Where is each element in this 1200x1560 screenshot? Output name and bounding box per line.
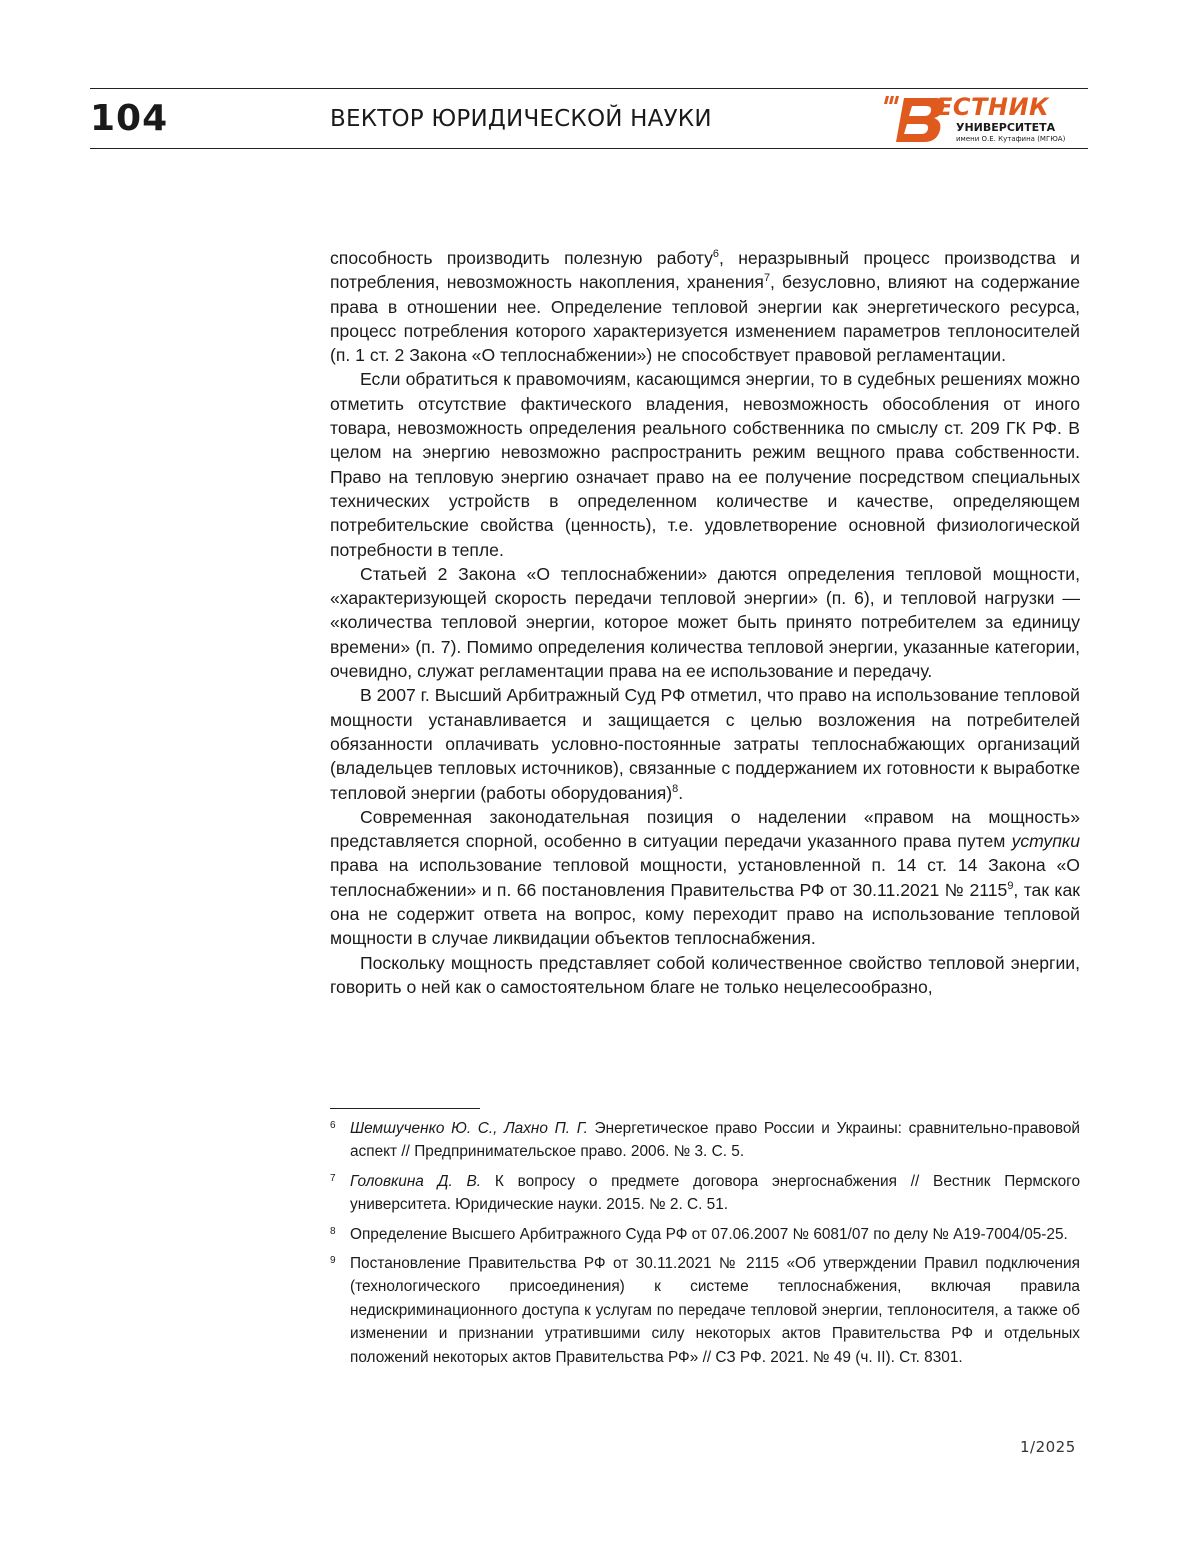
paragraph-3: Статьей 2 Закона «О теплоснабжении» даются определения тепловой мощ­ности, «характеризующей скорость передачи тепловой энергии» (п. 6), и тепловой нагрузки — «количества тепловой энергии, которое может быть принято потре­бителем за единицу времени» (п. 7). Помимо определения количества тепловой энергии, указанные категории, очевидно, служат регламентации права на ее использование и передачу. bbox=[330, 562, 1080, 683]
emphasis-ustupki: уступки bbox=[1012, 831, 1080, 851]
paragraph-4: В 2007 г. Высший Арбитражный Суд РФ отметил, что право на использование тепловой мощности устанавливается и защищается с целью возложения на потре­бителей обязанности оплачивать условно-постоянные затраты теплоснабжающих организаций (владельцев тепловых источников), связанные с поддержанием их готовности к выработке тепловой энергии (работы оборудования)8. bbox=[330, 683, 1080, 804]
footnote-8: 8 Определение Высшего Арбитражного Суда РФ от 07.06.2007 № 6081/07 по делу № А19-7004/05-25. bbox=[330, 1223, 1080, 1246]
footnote-ref-9: 9 bbox=[1007, 880, 1013, 892]
footnote-number: 6 bbox=[330, 1114, 336, 1137]
paragraph-5: Современная законодательная позиция о наделении «правом на мощность» представляется спорной, особенно в ситуации передачи указанного права путем уступки права на использование тепловой мощности, установленной п. 14 ст. 14 Закона «О теплоснабжении» и п. 66 постановления Правительства РФ от 30.11.2021 № 21159, так как она не содержит ответа на вопрос, кому переходит право на ис­пользование тепловой мощности в случае ликвидации объектов теплоснабжения. bbox=[330, 805, 1080, 951]
paragraph-1: способность производить полезную работу6, неразрывный процесс производства и потребления, невозможность накопления, хранения7, безусловно, влияют на содержание права в отношении нее. Определение тепловой энергии как энерге­тического ресурса, процесс потребления которого характеризуется изменением параметров теплоносителей (п. 1 ст. 2 Закона «О теплоснабжении») не способ­ствует правовой регламентации. bbox=[330, 246, 1080, 367]
logo-subtitle: имени О.Е. Кутафина (МГЮА) bbox=[956, 135, 1065, 143]
footnote-number: 8 bbox=[330, 1220, 336, 1243]
paragraph-6: Поскольку мощность представляет собой количественное свойство тепловой энергии, говорить о ней как о самостоятельном благе не только нецелесообразно, bbox=[330, 951, 1080, 1000]
footnote-number: 9 bbox=[330, 1249, 336, 1272]
footnote-9: 9 Постановление Правительства РФ от 30.11.2021 № 2115 «Об утверждении Правил подключения (технологического присоединения) к системе теплоснабжения, включая правила недискриминационного доступа к услугам по передаче тепловой энергии, теп­лоносителя, а также об изменении и признании утратившими силу некоторых актов Пра­вительства РФ и отдельных положений некоторых актов Правительства РФ» // СЗ РФ. 2021. № 49 (ч. II). Ст. 8301. bbox=[330, 1252, 1080, 1369]
page-number: 104 bbox=[90, 98, 168, 139]
header-bottom-rule bbox=[90, 148, 1088, 149]
footnote-6: 6 Шемшученко Ю. С., Лахно П. Г. Энергетическое право России и Украины: сравнительно-правовой аспект // Предпринимательское право. 2006. № 3. С. 5. bbox=[330, 1117, 1080, 1164]
footnote-number: 7 bbox=[330, 1167, 336, 1190]
logo-word: ЕСТНИК bbox=[936, 93, 1049, 121]
footnote-7: 7 Головкина Д. В. К вопросу о предмете договора энергоснабжения // Вестник Пермского университета. Юридические науки. 2015. № 2. С. 51. bbox=[330, 1170, 1080, 1217]
footnotes bbox=[330, 1117, 1080, 1375]
issue-number: 1/2025 bbox=[1020, 1438, 1076, 1456]
section-title: ВЕКТОР ЮРИДИЧЕСКОЙ НАУКИ bbox=[330, 106, 712, 132]
footnote-separator bbox=[330, 1108, 480, 1109]
footnote-ref-8: 8 bbox=[672, 783, 678, 795]
logo-university: УНИВЕРСИТЕТА bbox=[956, 121, 1055, 134]
journal-logo bbox=[884, 92, 1084, 148]
footnote-ref-7: 7 bbox=[764, 272, 770, 284]
footnote-ref-6: 6 bbox=[713, 248, 719, 260]
paragraph-2: Если обратиться к правомочиям, касающимся энергии, то в судебных реше­ниях можно отметить отсутствие фактического владения, невозможность обособ­ления от иного товара, невозможность определения реального собственника по смыслу ст. 209 ГК РФ. В целом на энергию невозможно распространить режим вещного права собственности. Право на тепловую энергию означает право на ее получение посредством специальных технических устройств в определенном количестве и качестве, определяющем потребительские свойства (ценность), т.е. удовлетворение основной физиологической потребности в тепле. bbox=[330, 367, 1080, 561]
header-top-rule bbox=[90, 88, 1088, 89]
article-body bbox=[330, 246, 1080, 999]
